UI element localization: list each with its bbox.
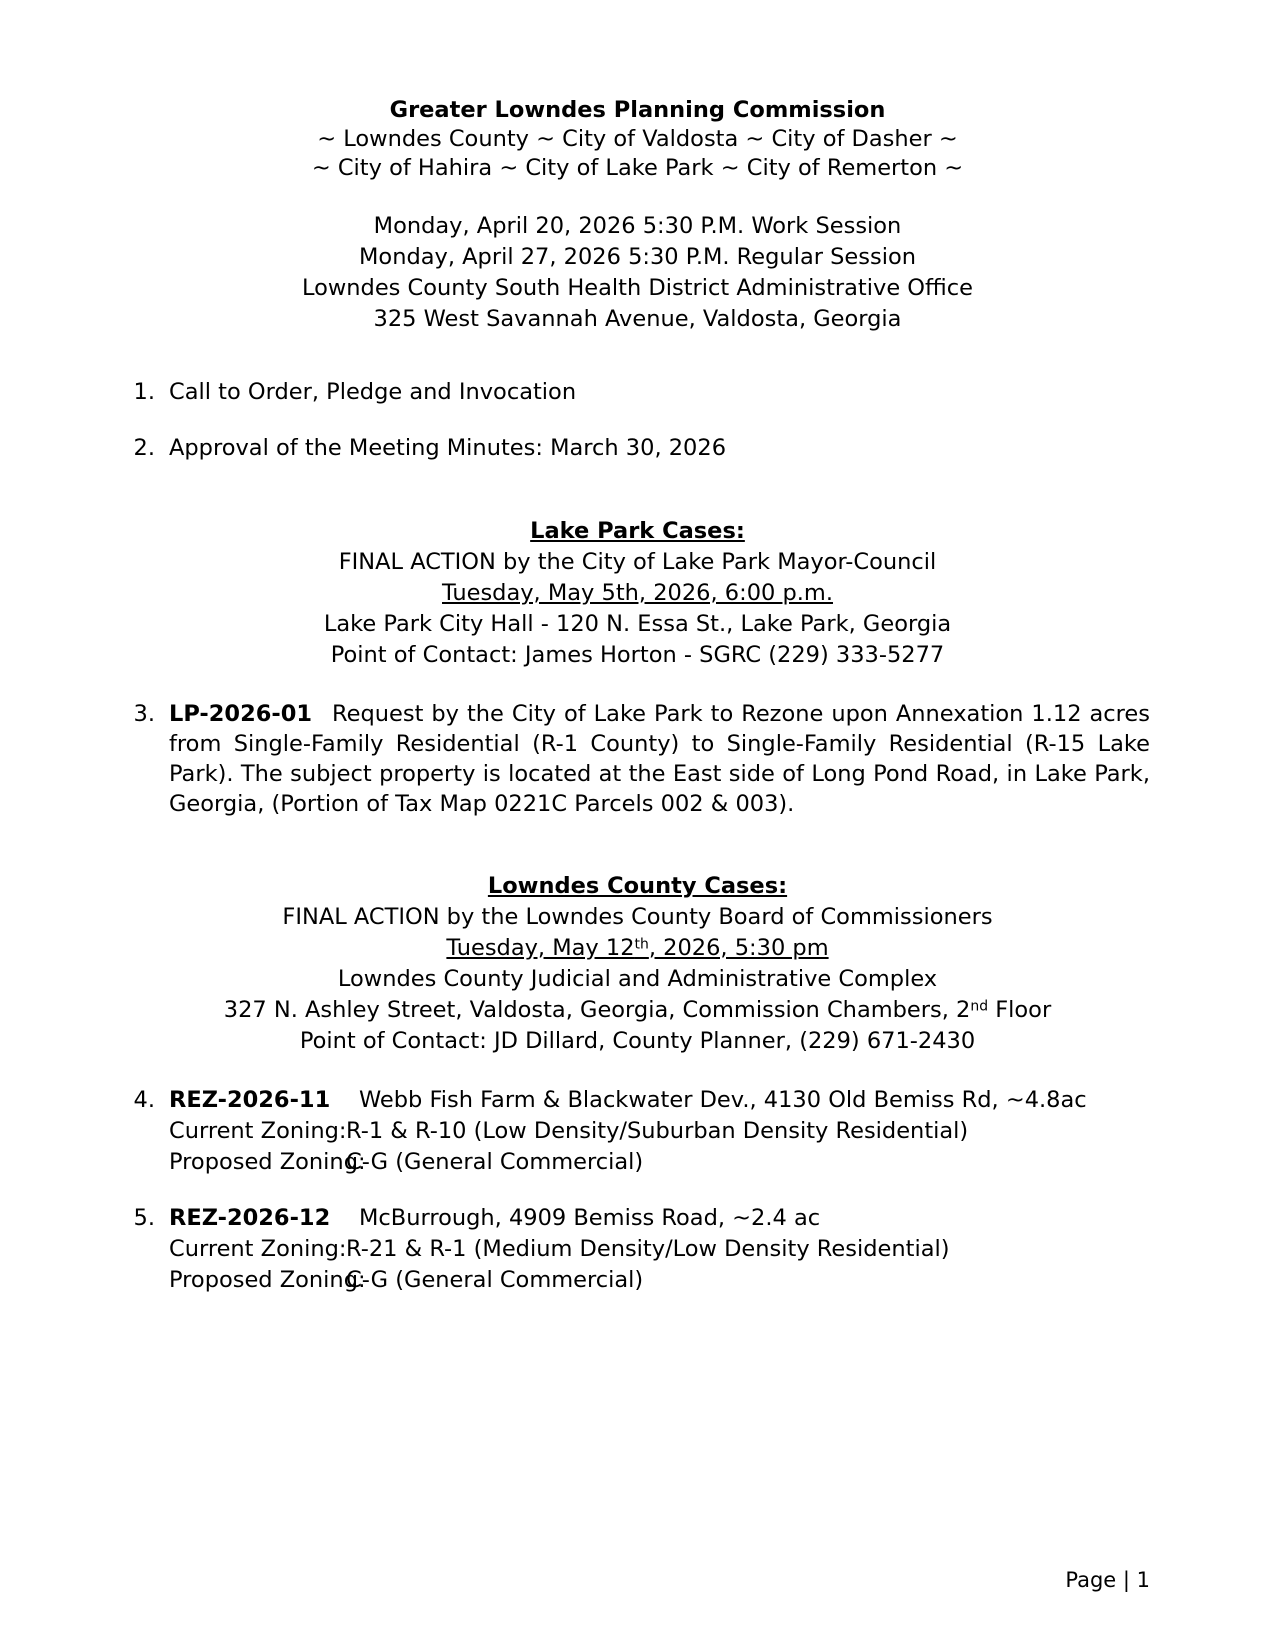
lowndes-county-date-time: [446, 935, 828, 961]
lowndes-county-date-suffix: , 2026, 5:30 pm: [648, 935, 829, 961]
meeting-venue: Lowndes County South Health District Administrative Office: [301, 275, 973, 301]
lake-park-date-time-wrapper: [125, 578, 1150, 609]
meeting-address: 325 West Savannah Avenue, Valdosta, Georgia: [373, 306, 902, 332]
lowndes-county-contact: Point of Contact: JD Dillard, County Planner, (229) 671-2430: [299, 1028, 976, 1054]
agenda-item-5-body: [169, 1203, 1150, 1296]
lake-park-contact: Point of Contact: James Horton - SGRC (229) 333-5277: [330, 642, 945, 668]
agenda-item-3: [125, 699, 1150, 819]
lowndes-county-heading: Lowndes County Cases:: [487, 873, 788, 899]
case-id-rez-2026-12: REZ-2026-12: [169, 1205, 331, 1231]
regular-session-line: Monday, April 27, 2026 5:30 P.M. Regular Session: [359, 244, 916, 270]
agenda-item-2: [125, 433, 1150, 464]
case-4-current-zoning: [169, 1116, 1150, 1147]
agenda-item-4: [125, 1085, 1150, 1178]
spacer: [125, 464, 1150, 516]
document-header: [125, 96, 1150, 183]
lake-park-heading: Lake Park Cases:: [530, 518, 745, 544]
case-4-proposed-zoning-value: C-G (General Commercial): [346, 1149, 644, 1175]
agenda-item-4-body: [169, 1085, 1150, 1178]
lowndes-county-date-time-wrapper: [125, 933, 1150, 964]
spacer: [125, 671, 1150, 699]
agenda-item-5-number: 5.: [133, 1205, 155, 1231]
jurisdictions-line-2: ~ City of Hahira ~ City of Lake Park ~ City of Remerton ~: [311, 155, 964, 181]
case-4-title-line: [169, 1085, 1150, 1116]
lowndes-county-date-ordinal-suffix: th: [634, 936, 649, 953]
agenda-item-3-number: 3.: [133, 701, 155, 727]
work-session-line: Monday, April 20, 2026 5:30 P.M. Work Session: [373, 213, 902, 239]
agenda-item-1-number: 1.: [133, 379, 155, 405]
case-4-proposed-zoning: [169, 1147, 1150, 1178]
lake-park-final-action: FINAL ACTION by the City of Lake Park Mayor-Council: [338, 549, 937, 575]
lowndes-county-address-suffix: Floor: [988, 997, 1052, 1023]
spacer: [125, 335, 1150, 377]
agenda-item-2-text: Approval of the Meeting Minutes: March 30, 2026: [169, 435, 727, 461]
case-4-title: Webb Fish Farm & Blackwater Dev., 4130 Old Bemiss Rd, ~4.8ac: [359, 1087, 1087, 1113]
case-4-current-zoning-label: Current Zoning:: [169, 1118, 347, 1144]
agenda-item-4-number: 4.: [133, 1087, 155, 1113]
lowndes-county-address-prefix: 327 N. Ashley Street, Valdosta, Georgia, Commission Chambers, 2: [223, 997, 971, 1023]
case-id-rez-2026-11: REZ-2026-11: [169, 1087, 331, 1113]
case-5-proposed-zoning: [169, 1265, 1150, 1296]
case-5-title: McBurrough, 4909 Bemiss Road, ~2.4 ac: [359, 1205, 821, 1231]
lake-park-section-header: [125, 516, 1150, 671]
lowndes-county-address: [125, 995, 1150, 1026]
lowndes-county-section-header: [125, 871, 1150, 1057]
agenda-item-5: [125, 1203, 1150, 1296]
lake-park-venue: Lake Park City Hall - 120 N. Essa St., Lake Park, Georgia: [323, 611, 952, 637]
case-description-lp-2026-01: Request by the City of Lake Park to Rezone upon Annexation 1.12 acres from Single-Family Residential (R-1 County) to Single-Family Residential (R-15 Lake Park). The subject property is located at the East side of Long Pond Road, in Lake Park, Georgia, (Portion of Tax Map 0221C Parcels 002 & 003).: [169, 701, 1150, 817]
lowndes-county-floor-ordinal-suffix: nd: [970, 998, 989, 1015]
case-5-proposed-zoning-value: C-G (General Commercial): [346, 1267, 644, 1293]
case-5-proposed-zoning-label: Proposed Zoning:: [169, 1267, 366, 1293]
spacer: [125, 819, 1150, 871]
spacer: [125, 408, 1150, 433]
case-5-current-zoning: [169, 1234, 1150, 1265]
agenda-item-3-body: [169, 699, 1150, 819]
lowndes-county-venue: Lowndes County Judicial and Administrative Complex: [337, 966, 938, 992]
case-4-proposed-zoning-label: Proposed Zoning:: [169, 1149, 366, 1175]
case-4-current-zoning-value: R-1 & R-10 (Low Density/Suburban Density Residential): [346, 1118, 969, 1144]
lake-park-date-time: Tuesday, May 5th, 2026, 6:00 p.m.: [442, 580, 833, 606]
agenda-item-2-number: 2.: [133, 435, 155, 461]
case-5-current-zoning-value: R-21 & R-1 (Medium Density/Low Density Residential): [346, 1236, 950, 1262]
case-5-title-line: [169, 1203, 1150, 1234]
agenda-item-1: [125, 377, 1150, 408]
page-footer: Page | 1: [1065, 1568, 1150, 1592]
lowndes-county-date-prefix: Tuesday, May 12: [446, 935, 635, 961]
lowndes-county-final-action: FINAL ACTION by the Lowndes County Board of Commissioners: [282, 904, 993, 930]
spacer: [125, 1178, 1150, 1203]
case-5-current-zoning-label: Current Zoning:: [169, 1236, 347, 1262]
meeting-details: [125, 211, 1150, 335]
spacer: [125, 1057, 1150, 1085]
page-title: Greater Lowndes Planning Commission: [389, 97, 886, 123]
agenda-item-1-text: Call to Order, Pledge and Invocation: [169, 379, 577, 405]
jurisdictions-line-1: ~ Lowndes County ~ City of Valdosta ~ City of Dasher ~: [317, 126, 958, 152]
case-id-lp-2026-01: LP-2026-01: [169, 701, 313, 727]
spacer: [125, 183, 1150, 211]
